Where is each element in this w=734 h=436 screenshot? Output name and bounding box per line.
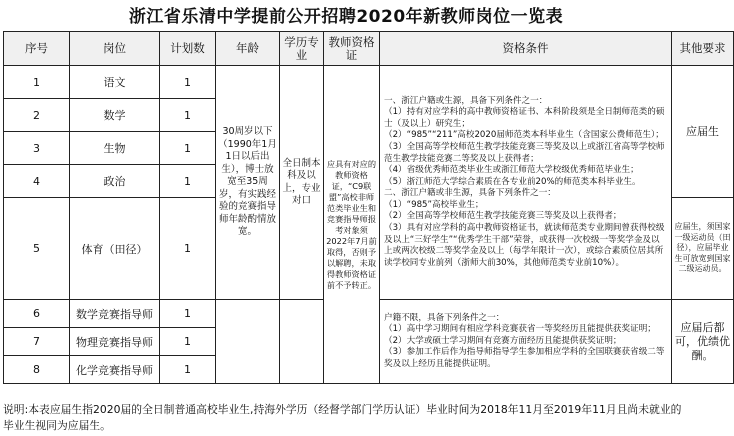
header-other: 其他要求 — [672, 32, 734, 66]
age-cell: 30周岁以下（1990年1月1日以后出生），博士放宽至35周岁，有实践经验的竞赛指导师年龄酌情放宽。 — [216, 66, 280, 300]
qual-a-line: （2）“985”“211”高校2020届师范类本科毕业生（含国家公费师范生）； — [384, 130, 664, 141]
row-post: 生物 — [70, 132, 160, 165]
page-title: 浙江省乐清中学提前公开招聘2020年新教师岗位一览表 — [128, 7, 564, 27]
row-no: 2 — [4, 99, 70, 132]
qual-a-line: （5）浙江师范大学综合素质在各专业前20%的师范类本科毕业生。 — [384, 176, 641, 187]
row-no: 6 — [4, 300, 70, 328]
qual-cell-b — [380, 300, 672, 384]
row-plan: 1 — [160, 99, 216, 132]
row-post: 数学 — [70, 99, 160, 132]
edu-cell: 全日制本科及以上，专业对口 — [280, 66, 324, 300]
other-cell-b: 应届生，须国家一级运动员（田径），应届毕业生可放宽到国家二级运动员。 — [672, 198, 734, 300]
qual-b-line: 户籍不限，具备下列条件之一： — [384, 312, 505, 323]
row-post: 体育（田径） — [70, 198, 160, 300]
row-no: 8 — [4, 356, 70, 384]
header-no: 序号 — [4, 32, 70, 66]
age-cell-empty — [216, 300, 280, 384]
table-row — [4, 66, 734, 99]
row-no: 5 — [4, 198, 70, 300]
row-plan: 1 — [160, 356, 216, 384]
footnote: 说明:本表应届生指2020届的全日制普通高校毕业生,持海外学历（经督学部门学历认证）毕业时间为2018年11月至2019年11月且尚未就业的毕业生视同为应届生。 — [3, 403, 682, 432]
other-cell-c: 应届后都可，优绩优酬。 — [672, 300, 734, 384]
header-cert: 教师资格证 — [324, 32, 380, 66]
header-row — [4, 32, 734, 66]
qual-a-line: 一、浙江户籍或生源，具备下列条件之一： — [384, 95, 548, 106]
row-plan: 1 — [160, 328, 216, 356]
other-cell-a: 应届生 — [672, 66, 734, 198]
row-post: 语文 — [70, 66, 160, 99]
header-age: 年龄 — [216, 32, 280, 66]
qual-a-line: （4）省级优秀师范类毕业生或浙江师范大学校级优秀师范毕业生； — [384, 165, 639, 176]
qual-a-line: （2）全国高等学校师范生教学技能竞赛三等奖及以上获得者； — [384, 211, 622, 222]
row-plan: 1 — [160, 132, 216, 165]
qual-a-line: （1）“985”高校毕业生； — [384, 199, 484, 210]
cert-cell: 应具有对应的教师资格证，“C9联盟”高校非师范类毕业生和竞赛指导师报考对象须2022年7月前取得，否则予以解聘，未取得教师资格证前不予转正。 — [324, 66, 380, 384]
row-plan: 1 — [160, 300, 216, 328]
qual-b-line: （2）大学或硕士学习期间有竞赛方面经历且能提供获奖证明； — [384, 335, 622, 346]
edu-cell-empty — [280, 300, 324, 384]
qual-a-line: （3）具有对应学科的高中教师资格证书，就读师范类专业期间曾获得校级及以上“三好学生”“优秀学生干部”荣誉，或获得一次校级一等奖学金及以上或两次校级二等奖学金及以上（每学年限计一次），或综合素质位居其所读学校同专业前列（浙师大前30%，其他师范类专业前10%）。 — [384, 223, 665, 268]
row-plan: 1 — [160, 165, 216, 198]
header-post: 岗位 — [70, 32, 160, 66]
qual-cell-a — [380, 66, 672, 300]
row-no: 4 — [4, 165, 70, 198]
qual-b-line: （1）高中学习期间有相应学科竞赛获省一等奖经历且能提供获奖证明； — [384, 324, 656, 335]
qual-a-line: 二、浙江户籍或非生源，具备下列条件之一： — [384, 188, 556, 199]
qual-a-line: （3）全国高等学校师范生教学技能竞赛三等奖及以上或浙江省高等学校师范生教学技能竞赛二等奖及以上获得者； — [384, 141, 665, 164]
row-post: 化学竞赛指导师 — [70, 356, 160, 384]
row-no: 1 — [4, 66, 70, 99]
row-no: 3 — [4, 132, 70, 165]
header-edu: 学历专业 — [280, 32, 324, 66]
header-plan: 计划数 — [160, 32, 216, 66]
row-no: 7 — [4, 328, 70, 356]
header-qual: 资格条件 — [380, 32, 672, 66]
recruitment-table — [3, 31, 734, 384]
row-plan: 1 — [160, 198, 216, 300]
row-post: 物理竞赛指导师 — [70, 328, 160, 356]
row-post: 政治 — [70, 165, 160, 198]
row-post: 数学竞赛指导师 — [70, 300, 160, 328]
qual-b-line: （3）参加工作后作为指导师指导学生参加相应学科的全国联赛获省级二等奖及以上经历且能提供证明。 — [384, 347, 665, 369]
row-plan: 1 — [160, 66, 216, 99]
qual-a-line: （1）持有对应学科的高中教师资格证书、本科阶段须是全日制师范类的硕士（及以上）研究生； — [384, 107, 665, 129]
